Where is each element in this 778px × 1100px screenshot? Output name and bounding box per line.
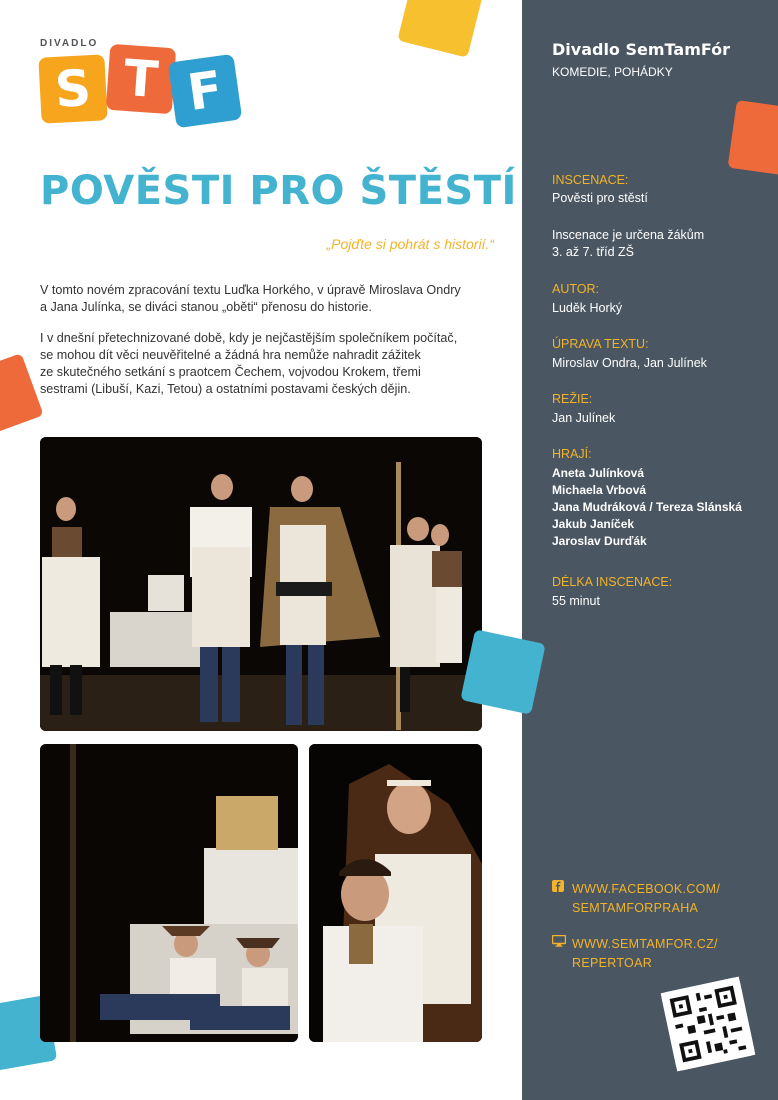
- delka-value: 55 minut: [552, 594, 600, 608]
- audience-line: 3. až 7. tříd ZŠ: [552, 245, 634, 259]
- cast-member: Jakub Janíček: [552, 517, 635, 531]
- text-line: ze skutečného setkání s praotcem Čechem, vojvodou Krokem, třemi: [40, 365, 421, 379]
- website-link-line[interactable]: REPERTOAR: [572, 956, 653, 970]
- facebook-link-line[interactable]: SEMTAMFORPRAHA: [572, 901, 699, 915]
- logo-tile-t: T: [106, 44, 176, 114]
- text-line: I v dnešní přetechnizované době, kdy je nejčastějším společníkem počítač,: [40, 331, 458, 345]
- genre: KOMEDIE, POHÁDKY: [552, 65, 673, 79]
- cast-list: [552, 465, 742, 550]
- stage-photo-main: [40, 437, 482, 731]
- intro-paragraph: [40, 282, 490, 316]
- inscenace-value: Pověsti pro stěstí: [552, 191, 648, 205]
- uprava-value: Miroslav Ondra, Jan Julínek: [552, 356, 707, 370]
- logo-tile-s: S: [38, 54, 107, 123]
- uprava-label: ÚPRAVA TEXTU:: [552, 337, 649, 351]
- facebook-link[interactable]: [552, 880, 720, 918]
- text-line: a Jana Julínka, se diváci stanou „oběti“ přenosu do historie.: [40, 300, 372, 314]
- deco-orange-tile-left: [0, 353, 44, 433]
- theatre-name: Divadlo SemTamFór: [552, 40, 731, 59]
- cast-member: Aneta Julínková: [552, 466, 645, 480]
- delka-label: DÉLKA INSCENACE:: [552, 575, 673, 589]
- rezie-label: REŽIE:: [552, 392, 593, 406]
- logo-tile-f: F: [168, 54, 243, 129]
- stage-photo-bottom-left: [40, 744, 298, 1042]
- description-paragraph: [40, 330, 490, 398]
- website-link-line[interactable]: WWW.SEMTAMFOR.CZ/: [572, 937, 718, 951]
- hraji-label: HRAJÍ:: [552, 447, 592, 461]
- cast-member: Michaela Vrbová: [552, 483, 647, 497]
- audience-note: [552, 227, 762, 261]
- text-line: V tomto novém zpracování textu Luďka Horkého, v úpravě Miroslava Ondry: [40, 283, 461, 297]
- autor-value: Luděk Horký: [552, 301, 623, 315]
- deco-orange-tile-right: [728, 100, 778, 176]
- cast-member: Jana Mudráková / Tereza Slánská: [552, 500, 742, 514]
- inscenace-label: INSCENACE:: [552, 173, 629, 187]
- rezie-value: Jan Julínek: [552, 411, 616, 425]
- stage-photo-bottom-right: [309, 744, 482, 1042]
- facebook-icon: [552, 880, 572, 918]
- website-link[interactable]: [552, 935, 718, 973]
- logo-caption: DIVADLO: [40, 38, 99, 49]
- text-line: se mohou dít věci neuvěřitelné a žádná hra nemůže nahradit zážitek: [40, 348, 421, 362]
- autor-label: AUTOR:: [552, 282, 599, 296]
- facebook-link-line[interactable]: WWW.FACEBOOK.COM/: [572, 882, 721, 896]
- page-title: POVĚSTI PRO ŠTĚSTÍ: [40, 168, 517, 214]
- monitor-icon: [552, 935, 572, 973]
- text-line: sestrami (Libuší, Kazi, Tetou) a ostatními postavami českých dějin.: [40, 382, 411, 396]
- deco-blue-tile-center: [460, 629, 545, 714]
- cast-member: Jaroslav Durďák: [552, 534, 647, 548]
- audience-line: Inscenace je určena žákům: [552, 228, 705, 242]
- tagline: „Pojďte si pohrát s historií.“: [326, 236, 494, 252]
- qr-code: [661, 977, 756, 1072]
- deco-yellow-tile: [397, 0, 482, 58]
